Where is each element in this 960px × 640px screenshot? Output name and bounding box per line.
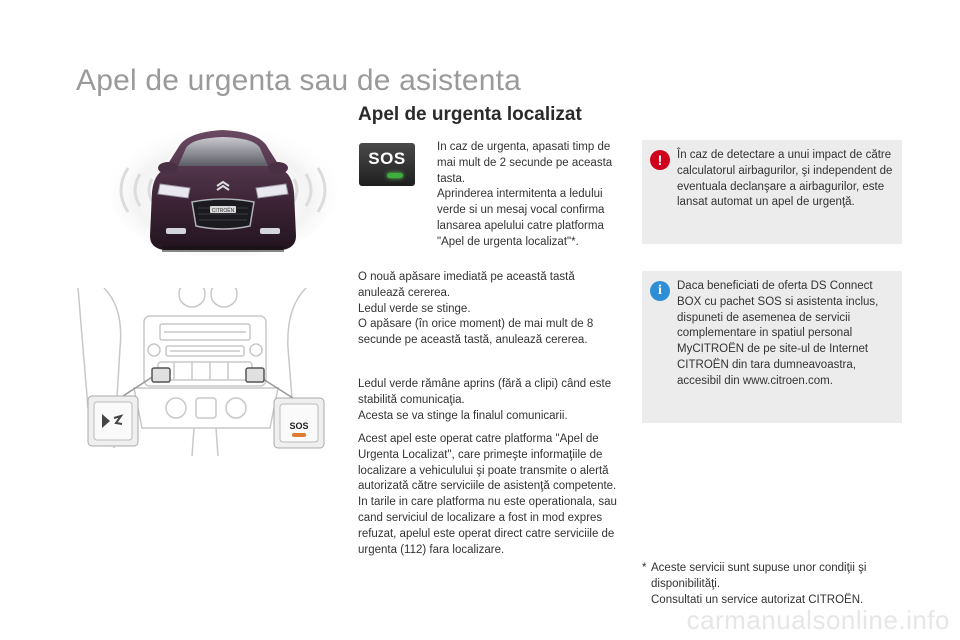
car-badge: CITROËN	[211, 208, 235, 214]
platform-text-2: In tarile in care platforma nu este operationala, sau cand serviciul de localizare a fost in mod expres refuzat, apelul este operat direct catre serviciile de urgenta (112) fara localizare.	[358, 496, 617, 556]
dashboard-illustration	[74, 288, 334, 456]
info-icon: i	[650, 281, 670, 301]
press-instructions-block	[437, 140, 623, 251]
platform-block	[358, 432, 622, 558]
section-title: Apel de urgenta localizat	[358, 104, 582, 125]
info-box	[642, 271, 902, 423]
warning-text: În caz de detectare a unui impact de către calculatorul airbagurilor, şi independent de eventuala declanşare a airbagurilor, este lansat automat un apel de urgenţă.	[677, 149, 893, 209]
footnote-line-1: Aceste servicii sunt supuse unor condiţii şi disponibilităţi.	[651, 562, 867, 590]
footnote-line-2: Consultati un service autorizat CITROËN.	[651, 593, 864, 606]
dash-sos-label: SOS	[289, 421, 309, 431]
car-front-image	[106, 108, 340, 256]
exclamation-icon: !	[650, 150, 670, 170]
press-instructions-text: In caz de urgenta, apasati timp de mai mult de 2 secunde pe aceasta tasta.	[437, 141, 613, 185]
footnote-marker: *	[642, 562, 647, 574]
sos-button-label: SOS	[368, 149, 406, 168]
dashboard-drawing	[74, 288, 334, 456]
communication-text-1: Ledul verde rămâne aprins (fără a clipi) când este stabilită comunicaţia.	[358, 378, 612, 406]
communication-text-2: Acesta se va stinge la finalul comunicarii.	[358, 409, 568, 422]
cancel-block	[358, 270, 620, 349]
sos-led-indicator	[387, 173, 403, 178]
sos-button-image	[359, 143, 415, 186]
cancel-text-2: Ledul verde se stinge.	[358, 302, 471, 315]
footnote	[642, 561, 904, 608]
communication-block	[358, 377, 620, 424]
info-text: Daca beneficiati de oferta DS Connect BOX cu pachet SOS si asistenta inclus, dispuneti de asemenea de servicii complementare in spatiul personal MyCITROËN de pe site-ul de Internet CITROËN din tara dumneavoastra, accesibil din www.citroen.com.	[677, 280, 879, 387]
page-title: Apel de urgenta sau de asistenta	[76, 64, 522, 97]
watermark-text: carmanualsonline.info	[686, 605, 950, 635]
platform-text-1: Acest apel este operat catre platforma "Apel de Urgenta Localizat", care primeşte informaţiile de localizare a vehiculului şi poate transmite o alertă autorizată către serviciile de asistenţă competente.	[358, 433, 617, 493]
warning-box	[642, 140, 902, 244]
cancel-text-3: O apăsare (în orice moment) de mai mult de 8 secunde pe această tastă, anulează cererea.	[358, 318, 594, 347]
car-illustration	[106, 108, 340, 256]
cancel-text-1: O nouă apăsare imediată pe această tastă anulează cererea.	[358, 271, 575, 299]
led-blink-text: Aprinderea intermitenta a ledului verde si un mesaj vocal confirma lansarea apelului catre platforma "Apel de urgenta localizat"*.	[437, 188, 605, 248]
